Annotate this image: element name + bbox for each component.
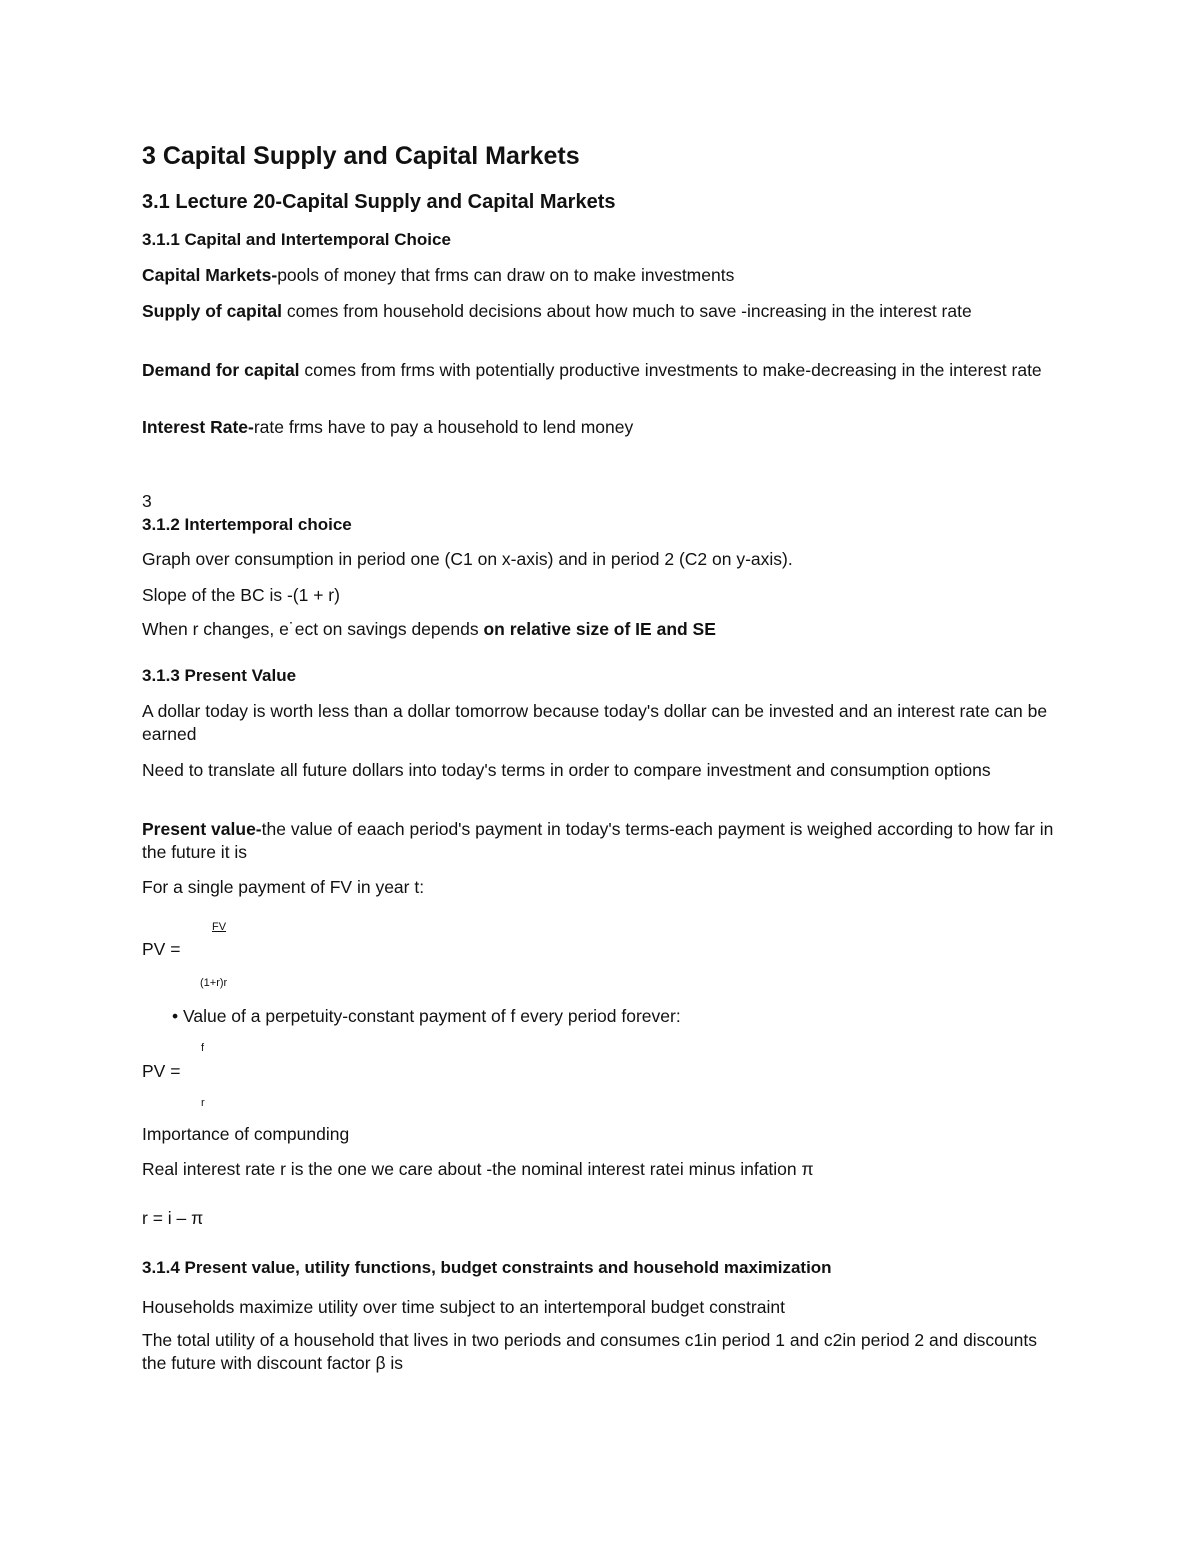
paragraph: For a single payment of FV in year t: [142, 877, 425, 897]
definition: pools of money that frms can draw on to make investments [277, 265, 735, 285]
definition: comes from household decisions about how much to save -increasing in the interest rate [282, 301, 972, 321]
stray-number: 3 [142, 491, 152, 511]
text: When r changes, e˙ect on savings depends [142, 619, 484, 639]
paragraph-present-value [142, 818, 1057, 864]
section-heading: 3.1 Lecture 20-Capital Supply and Capital Markets [142, 191, 616, 213]
equation-numerator: FV [212, 921, 227, 933]
term: Capital Markets- [142, 265, 278, 285]
subsection-heading-1: 3.1.1 Capital and Intertemporal Choice [142, 230, 451, 249]
subsection-heading-3: 3.1.3 Present Value [142, 666, 297, 685]
paragraph: Slope of the BC is -(1 + r) [142, 585, 340, 605]
equation-lhs: PV = [142, 1061, 181, 1081]
equation-lhs: PV = [142, 939, 181, 959]
term: Interest Rate- [142, 417, 254, 437]
paragraph: Need to translate all future dollars into today's terms in order to compare investment and consumption options [142, 760, 991, 780]
term: Demand for capital [142, 360, 300, 380]
emphasis: on relative size of IE and SE [483, 619, 716, 639]
definition: the value of eaach period's payment in today's terms-each payment is weighed according to how far in the future it is [142, 819, 1054, 862]
paragraph [142, 618, 1057, 641]
paragraph-supply-of-capital [142, 300, 1057, 323]
paragraph-capital-markets [142, 264, 1057, 287]
definition: rate frms have to pay a household to lend money [253, 417, 634, 437]
definition: comes from frms with potentially productive investments to make-decreasing in the interest rate [299, 360, 1042, 380]
term: Present value- [142, 819, 262, 839]
subsection-heading-4: 3.1.4 Present value, utility functions, budget constraints and household maximization [142, 1258, 832, 1277]
paragraph: The total utility of a household that lives in two periods and consumes c1in period 1 and c2in period 2 and discounts the future with discount factor β is [142, 1330, 1037, 1373]
paragraph: A dollar today is worth less than a dollar tomorrow because today's dollar can be invested and an interest rate can be earned [142, 701, 1048, 744]
equation-denominator: (1+r)r [200, 977, 228, 989]
term: Supply of capital [142, 301, 283, 321]
equation-numerator: f [201, 1042, 205, 1054]
paragraph: Real interest rate r is the one we care about -the nominal interest ratei minus infation π [142, 1159, 814, 1179]
paragraph: Graph over consumption in period one (C1 on x-axis) and in period 2 (C2 on y-axis). [142, 549, 793, 569]
equation: r = i – π [142, 1208, 204, 1228]
paragraph: Importance of compunding [142, 1124, 350, 1144]
subsection-heading-2: 3.1.2 Intertemporal choice [142, 515, 352, 534]
equation-denominator: r [201, 1097, 205, 1109]
paragraph-demand-for-capital [142, 359, 1057, 382]
paragraph-interest-rate [142, 416, 1057, 439]
paragraph: Households maximize utility over time subject to an intertemporal budget constraint [142, 1297, 785, 1317]
bullet-item: • Value of a perpetuity-constant payment of f every period forever: [172, 1006, 681, 1026]
page-title: 3 Capital Supply and Capital Markets [142, 142, 580, 170]
